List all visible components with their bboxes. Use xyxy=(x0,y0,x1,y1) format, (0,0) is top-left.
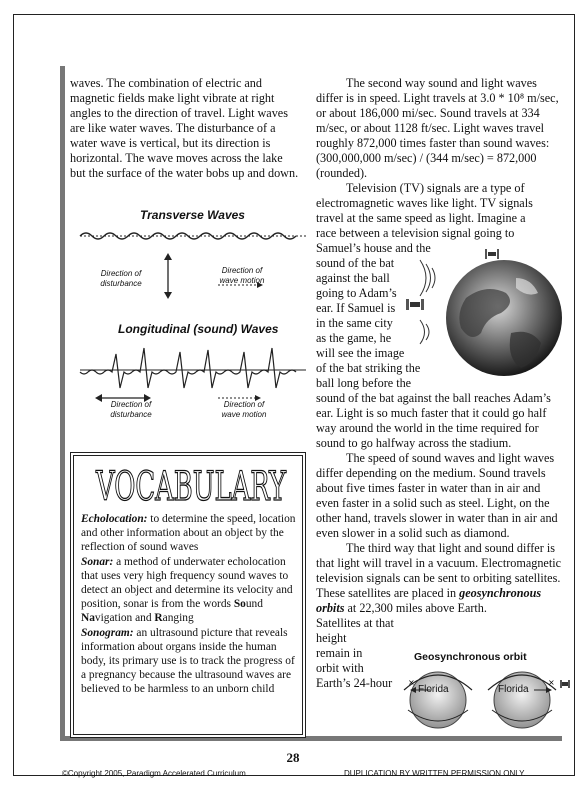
vocabulary-box xyxy=(70,452,306,738)
orbit-diagram xyxy=(394,662,574,732)
orbit-diagram-title: Geosynchronous orbit xyxy=(414,651,527,663)
satellite-line-5: Earth’s 24-hour xyxy=(316,676,393,690)
tv-line-11: as the game, he xyxy=(316,331,392,345)
tv-line-9: ear. If Samuel is xyxy=(316,301,396,315)
longitudinal-disturbance-label: Direction of disturbance xyxy=(110,400,152,419)
earth-satellite-image xyxy=(396,238,566,408)
tv-line-4: race between a television signal going to xyxy=(316,226,515,240)
sonar-definition: a method of underwater echolocation that uses very high frequency sound waves to detect an object and determine its velocity and position, sonar is from the words xyxy=(81,555,293,611)
medium-paragraph: The speed of sound waves and light waves differ depending on the medium. Sound travels about five times faster in water than in air and even faster in a solid such as steel. Light, on the other hand, travels slower in water than in air and even slower in a solid such as diamond. xyxy=(316,451,558,540)
satellite-line-1: Satellites at that xyxy=(316,616,394,630)
sonar-anging: anging xyxy=(162,612,194,625)
longitudinal-title: Longitudinal (sound) Waves xyxy=(118,322,279,336)
transverse-disturbance-label: Direction of disturbance xyxy=(100,269,142,288)
wave-drawing xyxy=(78,222,308,412)
copyright-footer: ©Copyright 2005, Paradigm Accelerated Curriculum xyxy=(62,769,246,778)
sonar-r: R xyxy=(154,612,163,625)
sonar-so: So xyxy=(233,598,246,611)
svg-text:×: × xyxy=(408,678,415,687)
tv-line-5: Samuel’s house and the xyxy=(316,241,431,255)
sonogram-definition: an ultrasound picture that reveals information about organs inside the human body, its primary use is to track the progress of a pregnancy because the ultrasound waves are believed to be harmless to an unborn child xyxy=(81,626,295,696)
satellite-icon xyxy=(410,302,420,307)
vacuum-text: The third way that light and sound differ is that light will travel in a vacuum. Electromagnetic television signals can be sent to orbiting satellites. These satellites are placed in xyxy=(316,541,562,600)
echolocation-term: Echolocation: xyxy=(81,513,148,525)
sonogram-term: Sonogram: xyxy=(81,626,134,639)
sonar-entry xyxy=(81,555,297,626)
sonar-vigation: vigation and xyxy=(94,612,155,625)
left-margin-rule xyxy=(60,66,65,740)
left-column xyxy=(70,76,300,181)
transverse-motion-label: Direction of wave motion xyxy=(219,266,265,285)
florida-label-left: Florida xyxy=(418,684,449,695)
page-number: 28 xyxy=(286,750,300,765)
tv-line-1: Television (TV) signals are a type of xyxy=(346,181,525,195)
speed-paragraph: The second way sound and light waves differ is in speed. Light travels at 3.0 * 10⁸ m/sec, or about 186,000 mi/sec. Sound travels at 334 m/sec, or about 1128 ft/sec. Light waves travel roughly 872,000 times faster than sound waves: (300,000,000 m/sec) / (344 m/sec) = 872,000 (rounded). xyxy=(316,76,559,180)
sonogram-entry xyxy=(81,626,297,697)
echolocation-entry xyxy=(81,512,297,555)
satellite-line-2: height xyxy=(316,631,347,645)
geosynchronous-term: geosynchronous orbits xyxy=(316,586,542,615)
sonar-na: Na xyxy=(81,612,95,625)
vocabulary-title xyxy=(94,462,289,506)
tv-line-14: ball long before the xyxy=(316,376,412,390)
tv-line-3: travel at the same speed as light. Imagine a xyxy=(316,211,526,225)
svg-text:VOCABULARY: VOCABULARY xyxy=(95,464,287,506)
satellite-line-3: remain in xyxy=(316,646,363,660)
duplication-footer: DUPLICATION BY WRITTEN PERMISSION ONLY. xyxy=(344,769,526,778)
florida-label-right: Florida xyxy=(498,684,529,695)
tv-line-7: against the ball xyxy=(316,271,390,285)
tv-line-13: of the bat striking the xyxy=(316,361,421,375)
sonar-und: und xyxy=(245,598,263,611)
echolocation-definition: to determine the speed, location and other information about an object by the reflection of sound waves xyxy=(81,513,296,554)
satellite-line-4: orbit with xyxy=(316,661,364,675)
tv-line-2: electromagnetic waves like light. TV signals xyxy=(316,196,533,210)
longitudinal-motion-label: Direction of wave motion xyxy=(221,400,267,419)
tv-line-6: sound of the bat xyxy=(316,256,395,270)
tv-paragraph-rest: sound of the bat against the ball reaches Adam’s ear. Light is so much faster that it could go half way around the world in the time required for sound to go halfway across the stadium. xyxy=(316,391,551,450)
transverse-title: Transverse Waves xyxy=(140,208,245,222)
tv-line-12: will see the image xyxy=(316,346,405,360)
tv-line-10: in the same city xyxy=(316,316,393,330)
vacuum-text-end: at 22,300 miles above Earth. xyxy=(344,601,487,615)
intro-paragraph: waves. The combination of electric and magnetic fields make light vibrate at right angles to the direction of travel. Light waves are like water waves. The disturbance of a water wave is vertical, but its direction is horizontal. The wave moves across the lake but the surface of the water bobs up and down. xyxy=(70,76,299,180)
sonar-term: Sonar: xyxy=(81,555,114,568)
vacuum-paragraph xyxy=(316,541,562,616)
tv-line-8: going to Adam’s xyxy=(316,286,397,300)
svg-text:×: × xyxy=(548,678,555,687)
orbit-satellite-icon xyxy=(562,682,568,686)
vocabulary-definitions xyxy=(81,512,297,697)
